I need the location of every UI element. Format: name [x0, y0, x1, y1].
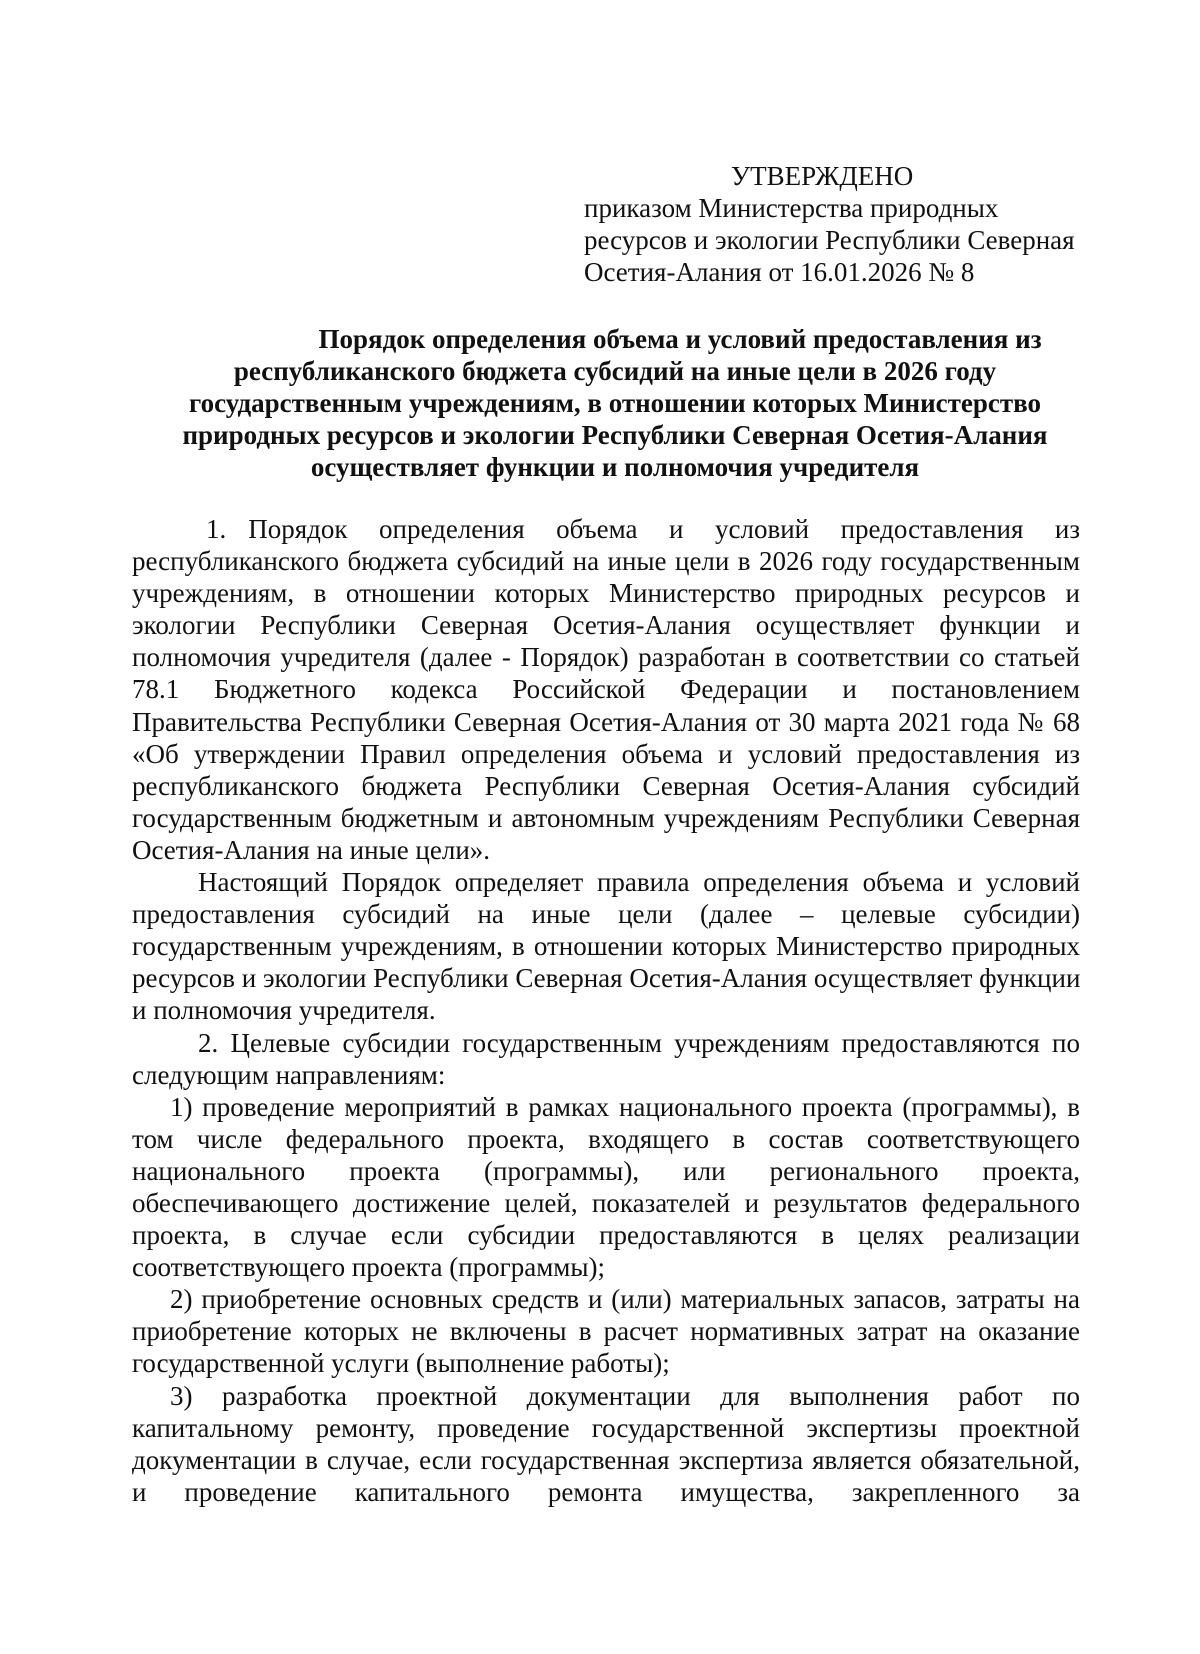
text-line: проекта, в случае если субсидии предоставляются в целях реализации	[132, 1220, 1080, 1251]
text-line: 3) разработка проектной документации для выполнения работ по	[170, 1380, 1080, 1411]
text-line: 2) приобретение основных средств и (или) материальных запасов, затраты на	[170, 1284, 1080, 1315]
text-line: том числе федерального проекта, входящего в состав соответствующего	[132, 1123, 1080, 1154]
text-line: экологии Республики Северная Осетия-Алания осуществляет функции и	[132, 610, 1080, 641]
approval-line: Осетия-Алания от 16.01.2026 № 8	[584, 257, 975, 287]
paragraph-6	[132, 1380, 1080, 1508]
text-line: соответствующего проекта (программы);	[132, 1252, 606, 1283]
text-line: национального проекта (программы), или регионального проекта,	[132, 1155, 1080, 1186]
text-line: республиканского бюджета субсидий на иные цели в 2026 году государственным	[132, 546, 1080, 577]
title-line: Порядок определения объема и условий предоставления из	[318, 324, 1042, 354]
paragraph-1	[132, 513, 1080, 866]
text-line: учреждениям, в отношении которых Министерство природных ресурсов и	[132, 578, 1080, 609]
text-line: и полномочия учредителя.	[132, 995, 436, 1026]
text-line: документации в случае, если государственная экспертиза является обязательной,	[132, 1444, 1080, 1475]
text-line: капитальному ремонту, проведение государственной экспертизы проектной	[132, 1412, 1080, 1443]
approval-line: приказом Министерства природных	[584, 193, 999, 223]
paragraph-5	[132, 1283, 1080, 1379]
text-line: предоставления субсидий на иные цели (далее – целевые субсидии)	[132, 899, 1080, 930]
text-line: государственным бюджетным и автономным учреждениям Республики Северная	[132, 802, 1080, 833]
title-line: осуществляет функции и полномочия учредителя	[310, 452, 920, 482]
paragraph-2	[132, 866, 1080, 1026]
text-line: обеспечивающего достижение целей, показателей и результатов федерального	[132, 1187, 1080, 1218]
paragraph-4	[132, 1091, 1080, 1284]
text-line: государственным учреждениям, в отношении которых Министерство природных	[132, 931, 1080, 962]
title-line: государственным учреждениям, в отношении которых Министерство	[188, 388, 1042, 418]
document-body	[132, 513, 1080, 1508]
clause-number: 1.	[206, 514, 227, 544]
text-line: следующим направлениям:	[132, 1059, 446, 1090]
title-line: природных ресурсов и экологии Республики Северная Осетия-Алания	[182, 420, 1048, 450]
text-line: 2. Целевые субсидии государственным учреждениям предоставляются по	[198, 1027, 1080, 1058]
text-line: 78.1 Бюджетного кодекса Российской Федерации и постановлением	[132, 674, 1080, 705]
document-title	[150, 323, 1080, 483]
approval-title: УТВЕРЖДЕНО	[731, 161, 914, 191]
text-line: полномочия учредителя (далее - Порядок) разработан в соответствии со статьей	[132, 642, 1080, 673]
text-line: 1) проведение мероприятий в рамках национального проекта (программы), в	[170, 1091, 1080, 1122]
title-line: республиканского бюджета субсидий на иные цели в 2026 году	[233, 356, 997, 386]
text-fragment: Порядок определения объема и условий предоставления из	[248, 514, 1080, 544]
text-line: республиканского бюджета Республики Северная Осетия-Алания субсидий	[132, 770, 1080, 801]
text-line: приобретение которых не включены в расчет нормативных затрат на оказание	[132, 1316, 1080, 1347]
text-line	[132, 513, 1080, 545]
text-line: Осетия-Алания на иные цели».	[132, 834, 491, 865]
text-line: Правительства Республики Северная Осетия-Алания от 30 марта 2021 года № 68	[132, 706, 1080, 737]
text-line: ресурсов и экологии Республики Северная Осетия-Алания осуществляет функции	[132, 963, 1081, 994]
approval-block	[584, 160, 1084, 288]
text-line: государственной услуги (выполнение работы);	[132, 1348, 670, 1379]
text-line: и проведение капитального ремонта имущества, закрепленного за	[132, 1476, 1080, 1507]
text-line: Настоящий Порядок определяет правила определения объема и условий	[198, 867, 1080, 898]
approval-line: ресурсов и экологии Республики Северная	[584, 225, 1075, 255]
paragraph-3	[132, 1027, 1080, 1091]
text-line: «Об утверждении Правил определения объема и условий предоставления из	[132, 738, 1080, 769]
